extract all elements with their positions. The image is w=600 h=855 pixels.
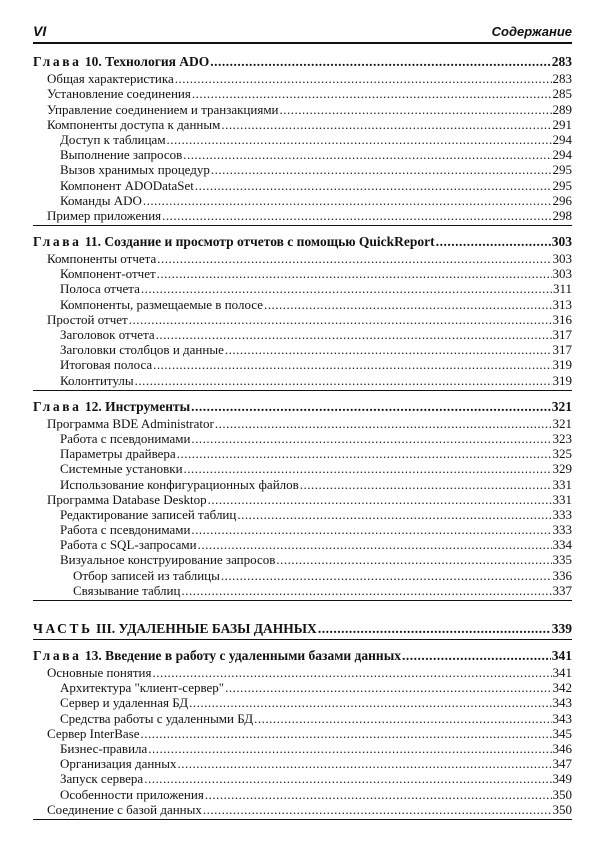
- toc-entry: Заголовок отчета ..... 317: [33, 327, 572, 342]
- chapter-prefix: Глава: [33, 54, 82, 69]
- toc-entry: Колонтитулы ..... 319: [33, 372, 572, 387]
- chapter-page: 283: [551, 54, 572, 69]
- toc-entry: Основные понятия ..... 341: [33, 665, 572, 680]
- toc-entry: Запуск сервера ..... 349: [33, 771, 572, 786]
- chapter-title: 13. Введение в работу с удаленными базами данных: [81, 647, 401, 663]
- chapter-page: 341: [551, 647, 572, 663]
- part-title: III. УДАЛЕННЫЕ БАЗЫ ДАННЫХ: [92, 620, 317, 636]
- toc-entry: Работа с псевдонимами ..... 333: [33, 522, 572, 537]
- toc-entry: Средства работы с удаленными БД ..... 343: [33, 710, 572, 725]
- chapter-title: 10. Технология ADO: [81, 54, 210, 69]
- page-number: VI: [33, 23, 47, 39]
- toc-entry: Выполнение запросов ..... 294: [33, 147, 572, 162]
- toc-entry: Сервер InterBase ..... 345: [33, 726, 572, 741]
- toc-entry: Бизнес-правила ..... 346: [33, 741, 572, 756]
- part-prefix: ЧАСТЬ: [33, 620, 93, 636]
- table-of-contents: [33, 46, 572, 820]
- chapter-11-block: [33, 232, 572, 391]
- toc-entry: Заголовки столбцов и данные ..... 317: [33, 342, 572, 357]
- part-3-block: [33, 619, 572, 640]
- chapter-title: 11. Создание и просмотр отчетов с помощью QuickReport: [81, 233, 435, 249]
- toc-entry: Программа BDE Administrator ..... 321: [33, 416, 572, 431]
- toc-entry: Особенности приложения ..... 350: [33, 786, 572, 801]
- toc-entry: Сервер и удаленная БД ..... 343: [33, 695, 572, 710]
- chapter-prefix: Глава: [33, 647, 82, 663]
- toc-entry: Простой отчет ..... 316: [33, 312, 572, 327]
- section-title: Содержание: [491, 24, 572, 39]
- toc-entry: Программа Database Desktop ..... 331: [33, 492, 572, 507]
- toc-entry: Соединение с базой данных ..... 350: [33, 802, 572, 817]
- part-3-heading: [33, 619, 572, 637]
- page-header: [33, 20, 572, 44]
- chapter-page: 303: [551, 233, 572, 249]
- toc-entry: Визуальное конструирование запросов ..... 335: [33, 552, 572, 567]
- toc-entry: Команды ADO ..... 296: [33, 193, 572, 208]
- chapter-page: 321: [551, 398, 572, 414]
- toc-entry: Полоса отчета ..... 311: [33, 281, 572, 296]
- toc-entry: Архитектура "клиент-сервер" ..... 342: [33, 680, 572, 695]
- chapter-12-heading: [33, 397, 572, 415]
- toc-entry: Компонент ADODataSet ..... 295: [33, 177, 572, 192]
- toc-entry: Пример приложения ..... 298: [33, 208, 572, 223]
- toc-entry: Вызов хранимых процедур ..... 295: [33, 162, 572, 177]
- toc-entry: Доступ к таблицам ..... 294: [33, 132, 572, 147]
- chapter-11-heading: [33, 232, 572, 250]
- chapter-12-block: [33, 397, 572, 601]
- chapter-10-block: [33, 52, 572, 226]
- toc-entry: Системные установки ..... 329: [33, 461, 572, 476]
- toc-entry: Компонент-отчет ..... 303: [33, 266, 572, 281]
- toc-entry: Управление соединением и транзакциями ..... 289: [33, 101, 572, 116]
- chapter-title: 12. Инструменты: [81, 398, 191, 414]
- chapter-13-heading: [33, 646, 572, 664]
- toc-entry: Работа с SQL-запросами ..... 334: [33, 537, 572, 552]
- toc-entry: Редактирование записей таблиц ..... 333: [33, 507, 572, 522]
- chapter-13-block: [33, 646, 572, 820]
- chapter-10-heading: [33, 52, 572, 70]
- toc-entry: Компоненты доступа к данным ..... 291: [33, 117, 572, 132]
- toc-entry: Отбор записей из таблицы ..... 336: [33, 567, 572, 582]
- toc-entry: Установление соединения ..... 285: [33, 86, 572, 101]
- chapter-prefix: Глава: [33, 398, 82, 414]
- toc-entry: Параметры драйвера ..... 325: [33, 446, 572, 461]
- toc-entry: Использование конфигурационных файлов ..... 331: [33, 476, 572, 491]
- chapter-prefix: Глава: [33, 233, 82, 249]
- toc-entry: Компоненты, размещаемые в полосе ..... 313: [33, 296, 572, 311]
- toc-entry: Связывание таблиц ..... 337: [33, 583, 572, 598]
- toc-entry: Компоненты отчета ..... 303: [33, 251, 572, 266]
- toc-entry: Организация данных ..... 347: [33, 756, 572, 771]
- toc-entry: Работа с псевдонимами ..... 323: [33, 431, 572, 446]
- toc-entry: Общая характеристика ..... 283: [33, 71, 572, 86]
- part-page: 339: [551, 620, 572, 636]
- toc-entry: Итоговая полоса ..... 319: [33, 357, 572, 372]
